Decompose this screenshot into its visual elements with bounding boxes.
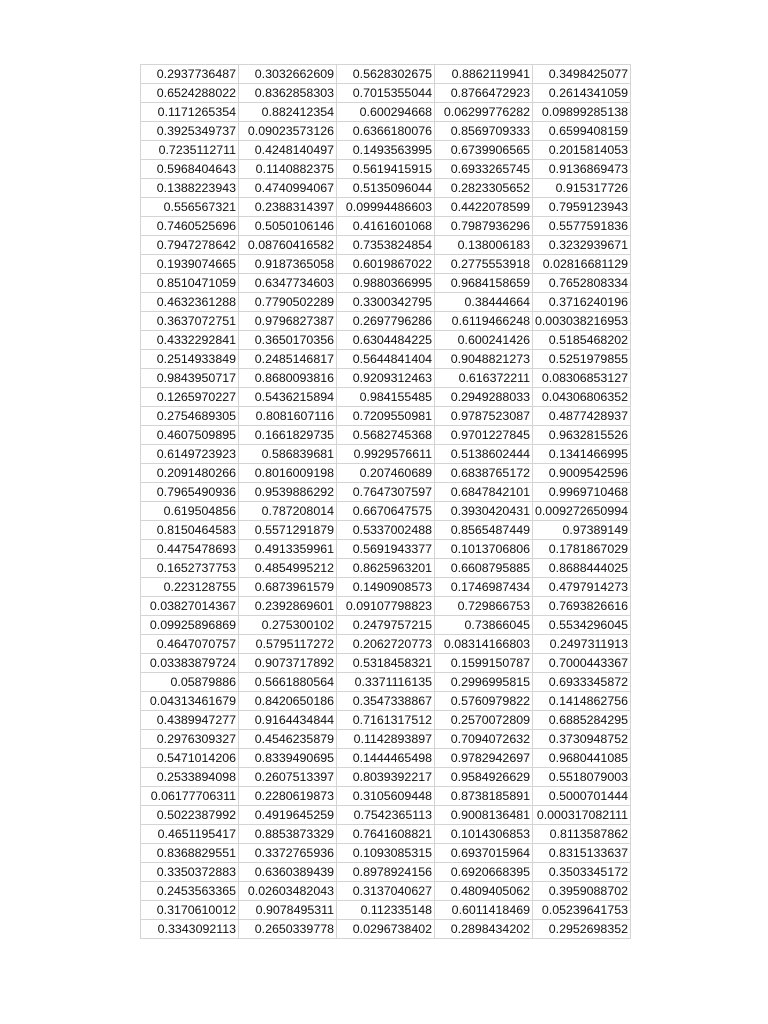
- table-cell[interactable]: 0.02816681129: [533, 255, 631, 274]
- table-cell[interactable]: 0.1652737753: [141, 559, 239, 578]
- table-cell[interactable]: 0.5518079003: [533, 768, 631, 787]
- table-cell[interactable]: 0.2062720773: [337, 635, 435, 654]
- table-cell[interactable]: 0.112335148: [337, 901, 435, 920]
- table-row: [141, 388, 631, 407]
- table-cell[interactable]: 0.4248140497: [239, 141, 337, 160]
- spreadsheet-table: [140, 64, 631, 939]
- table-cell[interactable]: 0.2775553918: [435, 255, 533, 274]
- table-row: [141, 483, 631, 502]
- table-cell[interactable]: 0.7641608821: [337, 825, 435, 844]
- table-cell[interactable]: 0.2388314397: [239, 198, 337, 217]
- table-cell[interactable]: 0.9164434844: [239, 711, 337, 730]
- table-cell[interactable]: 0.7161317512: [337, 711, 435, 730]
- table-cell[interactable]: 0.2949288033: [435, 388, 533, 407]
- table-cell[interactable]: 0.6920668395: [435, 863, 533, 882]
- table-row: [141, 122, 631, 141]
- table-cell[interactable]: 0.8569709333: [435, 122, 533, 141]
- table-row: [141, 654, 631, 673]
- table-cell[interactable]: 0.3105609448: [337, 787, 435, 806]
- table-cell[interactable]: 0.2823305652: [435, 179, 533, 198]
- table-row: [141, 540, 631, 559]
- table-row: [141, 464, 631, 483]
- table-cell[interactable]: 0.4161601068: [337, 217, 435, 236]
- table-cell[interactable]: 0.8853873329: [239, 825, 337, 844]
- table-cell[interactable]: 0.8039392217: [337, 768, 435, 787]
- table-cell[interactable]: 0.9539886292: [239, 483, 337, 502]
- table-cell[interactable]: 0.1014306853: [435, 825, 533, 844]
- table-cell[interactable]: 0.2996995815: [435, 673, 533, 692]
- table-row: [141, 673, 631, 692]
- table-cell[interactable]: 0.729866753: [435, 597, 533, 616]
- table-cell[interactable]: 0.223128755: [141, 578, 239, 597]
- table-cell[interactable]: 0.2570072809: [435, 711, 533, 730]
- table-row: [141, 293, 631, 312]
- table-cell[interactable]: 0.09023573126: [239, 122, 337, 141]
- table-cell[interactable]: 0.6304484225: [337, 331, 435, 350]
- table-cell[interactable]: 0.3350372883: [141, 863, 239, 882]
- table-cell[interactable]: 0.3170610012: [141, 901, 239, 920]
- table-cell[interactable]: 0.5628302675: [337, 65, 435, 84]
- table-cell[interactable]: 0.207460689: [337, 464, 435, 483]
- table-row: [141, 597, 631, 616]
- table-cell[interactable]: 0.9136869473: [533, 160, 631, 179]
- table-cell[interactable]: 0.5050106146: [239, 217, 337, 236]
- table-cell[interactable]: 0.2015814053: [533, 141, 631, 160]
- table-cell[interactable]: 0.9969710468: [533, 483, 631, 502]
- table-cell[interactable]: 0.9008136481: [435, 806, 533, 825]
- table-cell[interactable]: 0.1388223943: [141, 179, 239, 198]
- table-cell[interactable]: 0.1341466995: [533, 445, 631, 464]
- table-row: [141, 103, 631, 122]
- table-cell[interactable]: 0.1171265354: [141, 103, 239, 122]
- table-row: [141, 521, 631, 540]
- table-cell[interactable]: 0.6347734603: [239, 274, 337, 293]
- table-cell[interactable]: 0.5644841404: [337, 350, 435, 369]
- table-cell[interactable]: 0.7542365113: [337, 806, 435, 825]
- table-cell[interactable]: 0.5795117272: [239, 635, 337, 654]
- table-cell[interactable]: 0.8766472923: [435, 84, 533, 103]
- table-cell[interactable]: 0.3372765936: [239, 844, 337, 863]
- table-cell[interactable]: 0.3300342795: [337, 293, 435, 312]
- table-cell[interactable]: 0.1746987434: [435, 578, 533, 597]
- table-cell[interactable]: 0.2091480266: [141, 464, 239, 483]
- table-cell[interactable]: 0.38444664: [435, 293, 533, 312]
- table-row: [141, 217, 631, 236]
- table-cell[interactable]: 0.009272650994: [533, 502, 631, 521]
- table-cell[interactable]: 0.2514933849: [141, 350, 239, 369]
- table-row: [141, 179, 631, 198]
- table-cell[interactable]: 0.6937015964: [435, 844, 533, 863]
- table-cell[interactable]: 0.8362858303: [239, 84, 337, 103]
- table-cell[interactable]: 0.7647307597: [337, 483, 435, 502]
- table-cell[interactable]: 0.915317726: [533, 179, 631, 198]
- table-cell[interactable]: 0.1013706806: [435, 540, 533, 559]
- table-cell[interactable]: 0.9078495311: [239, 901, 337, 920]
- table-cell[interactable]: 0.3232939671: [533, 236, 631, 255]
- table-cell[interactable]: 0.09107798823: [337, 597, 435, 616]
- table-cell[interactable]: 0.6011418469: [435, 901, 533, 920]
- table-row: [141, 407, 631, 426]
- table-cell[interactable]: 0.4877428937: [533, 407, 631, 426]
- table-cell[interactable]: 0.5471014206: [141, 749, 239, 768]
- table-cell[interactable]: 0.3498425077: [533, 65, 631, 84]
- table-row: [141, 920, 631, 939]
- table-cell[interactable]: 0.5185468202: [533, 331, 631, 350]
- table-cell[interactable]: 0.8680093816: [239, 369, 337, 388]
- table-cell[interactable]: 0.2607513397: [239, 768, 337, 787]
- table-cell[interactable]: 0.4389947277: [141, 711, 239, 730]
- table-cell[interactable]: 0.06177706311: [141, 787, 239, 806]
- table-cell[interactable]: 0.2952698352: [533, 920, 631, 939]
- table-cell[interactable]: 0.09899285138: [533, 103, 631, 122]
- table-cell[interactable]: 0.5436215894: [239, 388, 337, 407]
- table-cell[interactable]: 0.7000443367: [533, 654, 631, 673]
- table-cell[interactable]: 0.1142893897: [337, 730, 435, 749]
- table-cell[interactable]: 0.0296738402: [337, 920, 435, 939]
- table-row: [141, 806, 631, 825]
- table-cell[interactable]: 0.616372211: [435, 369, 533, 388]
- table-cell[interactable]: 0.1093085315: [337, 844, 435, 863]
- table-cell[interactable]: 0.8081607116: [239, 407, 337, 426]
- table-cell[interactable]: 0.600241426: [435, 331, 533, 350]
- table-cell[interactable]: 0.6360389439: [239, 863, 337, 882]
- table-row: [141, 236, 631, 255]
- table-cell[interactable]: 0.7965490936: [141, 483, 239, 502]
- table-row: [141, 559, 631, 578]
- table-cell[interactable]: 0.8420650186: [239, 692, 337, 711]
- table-cell[interactable]: 0.3650170356: [239, 331, 337, 350]
- table-row: [141, 369, 631, 388]
- table-cell[interactable]: 0.556567321: [141, 198, 239, 217]
- table-cell[interactable]: 0.04313461679: [141, 692, 239, 711]
- table-cell[interactable]: 0.8688444025: [533, 559, 631, 578]
- table-cell[interactable]: 0.9073717892: [239, 654, 337, 673]
- table-row: [141, 730, 631, 749]
- table-cell[interactable]: 0.5682745368: [337, 426, 435, 445]
- table-cell[interactable]: 0.4919645259: [239, 806, 337, 825]
- table-row: [141, 445, 631, 464]
- table-cell[interactable]: 0.7015355044: [337, 84, 435, 103]
- table-cell[interactable]: 0.8150464583: [141, 521, 239, 540]
- table-cell[interactable]: 0.7094072632: [435, 730, 533, 749]
- table-cell[interactable]: 0.02603482043: [239, 882, 337, 901]
- table-cell[interactable]: 0.1939074665: [141, 255, 239, 274]
- table-cell[interactable]: 0.4607509895: [141, 426, 239, 445]
- table-cell[interactable]: 0.08314166803: [435, 635, 533, 654]
- table-cell[interactable]: 0.4647070757: [141, 635, 239, 654]
- table-cell[interactable]: 0.1781867029: [533, 540, 631, 559]
- table-row: [141, 787, 631, 806]
- table-row: [141, 84, 631, 103]
- table-cell[interactable]: 0.2937736487: [141, 65, 239, 84]
- table-cell[interactable]: 0.2485146817: [239, 350, 337, 369]
- table-cell[interactable]: 0.09925896869: [141, 616, 239, 635]
- table-cell[interactable]: 0.5661880564: [239, 673, 337, 692]
- table-row: [141, 882, 631, 901]
- table-row: [141, 844, 631, 863]
- table-cell[interactable]: 0.9684158659: [435, 274, 533, 293]
- table-cell[interactable]: 0.7652808334: [533, 274, 631, 293]
- table-cell[interactable]: 0.8315133637: [533, 844, 631, 863]
- table-row: [141, 502, 631, 521]
- table-row: [141, 901, 631, 920]
- table-cell[interactable]: 0.1265970227: [141, 388, 239, 407]
- table-cell[interactable]: 0.4797914273: [533, 578, 631, 597]
- table-cell[interactable]: 0.3716240196: [533, 293, 631, 312]
- table-cell[interactable]: 0.8016009198: [239, 464, 337, 483]
- table-cell[interactable]: 0.3637072751: [141, 312, 239, 331]
- table-cell[interactable]: 0.586839681: [239, 445, 337, 464]
- table-cell[interactable]: 0.03383879724: [141, 654, 239, 673]
- table-cell[interactable]: 0.9843950717: [141, 369, 239, 388]
- table-cell[interactable]: 0.6739906565: [435, 141, 533, 160]
- table-cell[interactable]: 0.7947278642: [141, 236, 239, 255]
- table-cell[interactable]: 0.8565487449: [435, 521, 533, 540]
- table-cell[interactable]: 0.2392869601: [239, 597, 337, 616]
- table-cell[interactable]: 0.9584926629: [435, 768, 533, 787]
- table-cell[interactable]: 0.000317082111: [533, 806, 631, 825]
- table-cell[interactable]: 0.6847842101: [435, 483, 533, 502]
- table-cell[interactable]: 0.6838765172: [435, 464, 533, 483]
- table-cell[interactable]: 0.7790502289: [239, 293, 337, 312]
- table-cell[interactable]: 0.7460525696: [141, 217, 239, 236]
- table-cell[interactable]: 0.4332292841: [141, 331, 239, 350]
- table-row: [141, 255, 631, 274]
- table-cell[interactable]: 0.4854995212: [239, 559, 337, 578]
- table-cell[interactable]: 0.5534296045: [533, 616, 631, 635]
- table-row: [141, 312, 631, 331]
- table-cell[interactable]: 0.8339490695: [239, 749, 337, 768]
- spreadsheet-body: [141, 65, 631, 939]
- table-cell[interactable]: 0.5968404643: [141, 160, 239, 179]
- table-cell[interactable]: 0.8625963201: [337, 559, 435, 578]
- table-cell[interactable]: 0.2614341059: [533, 84, 631, 103]
- table-cell[interactable]: 0.5337002488: [337, 521, 435, 540]
- table-cell[interactable]: 0.6524288022: [141, 84, 239, 103]
- table-row: [141, 711, 631, 730]
- table-cell[interactable]: 0.7235112711: [141, 141, 239, 160]
- table-cell[interactable]: 0.09994486603: [337, 198, 435, 217]
- table-cell[interactable]: 0.3137040627: [337, 882, 435, 901]
- table-cell[interactable]: 0.3959088702: [533, 882, 631, 901]
- table-cell[interactable]: 0.5135096044: [337, 179, 435, 198]
- table-cell[interactable]: 0.6019867022: [337, 255, 435, 274]
- table-cell[interactable]: 0.4740994067: [239, 179, 337, 198]
- table-row: [141, 141, 631, 160]
- table-cell[interactable]: 0.05239641753: [533, 901, 631, 920]
- table-row: [141, 768, 631, 787]
- table-row: [141, 863, 631, 882]
- table-cell[interactable]: 0.08306853127: [533, 369, 631, 388]
- table-cell[interactable]: 0.1493563995: [337, 141, 435, 160]
- table-cell[interactable]: 0.984155485: [337, 388, 435, 407]
- table-cell[interactable]: 0.7959123943: [533, 198, 631, 217]
- table-cell[interactable]: 0.7987936296: [435, 217, 533, 236]
- table-row: [141, 616, 631, 635]
- table-cell[interactable]: 0.6119466248: [435, 312, 533, 331]
- table-cell[interactable]: 0.2754689305: [141, 407, 239, 426]
- table-cell[interactable]: 0.73866045: [435, 616, 533, 635]
- table-cell[interactable]: 0.4651195417: [141, 825, 239, 844]
- table-cell[interactable]: 0.2497311913: [533, 635, 631, 654]
- table-cell[interactable]: 0.1414862756: [533, 692, 631, 711]
- table-cell[interactable]: 0.8862119941: [435, 65, 533, 84]
- table-row: [141, 578, 631, 597]
- table-cell[interactable]: 0.4422078599: [435, 198, 533, 217]
- table-cell[interactable]: 0.2533894098: [141, 768, 239, 787]
- table-cell[interactable]: 0.2898434202: [435, 920, 533, 939]
- table-cell[interactable]: 0.4913359961: [239, 540, 337, 559]
- table-cell[interactable]: 0.5577591836: [533, 217, 631, 236]
- table-row: [141, 692, 631, 711]
- table-cell[interactable]: 0.9929576611: [337, 445, 435, 464]
- table-cell[interactable]: 0.05879886: [141, 673, 239, 692]
- table-cell[interactable]: 0.2697796286: [337, 312, 435, 331]
- table-cell[interactable]: 0.8113587862: [533, 825, 631, 844]
- table-row: [141, 198, 631, 217]
- table-cell[interactable]: 0.6608795885: [435, 559, 533, 578]
- table-cell[interactable]: 0.7693826616: [533, 597, 631, 616]
- table-cell[interactable]: 0.2976309327: [141, 730, 239, 749]
- table-cell[interactable]: 0.9632815526: [533, 426, 631, 445]
- table-cell[interactable]: 0.08760416582: [239, 236, 337, 255]
- table-row: [141, 749, 631, 768]
- table-row: [141, 331, 631, 350]
- table-cell[interactable]: 0.3930420431: [435, 502, 533, 521]
- table-cell[interactable]: 0.3032662609: [239, 65, 337, 84]
- table-cell[interactable]: 0.6933265745: [435, 160, 533, 179]
- table-row: [141, 274, 631, 293]
- table-cell[interactable]: 0.97389149: [533, 521, 631, 540]
- table-cell[interactable]: 0.9680441085: [533, 749, 631, 768]
- table-cell[interactable]: 0.2453563365: [141, 882, 239, 901]
- table-cell[interactable]: 0.9796827387: [239, 312, 337, 331]
- table-cell[interactable]: 0.1490908573: [337, 578, 435, 597]
- table-row: [141, 635, 631, 654]
- table-cell[interactable]: 0.04306806352: [533, 388, 631, 407]
- table-cell[interactable]: 0.9880366995: [337, 274, 435, 293]
- table-row: [141, 426, 631, 445]
- table-cell[interactable]: 0.3730948752: [533, 730, 631, 749]
- table-cell[interactable]: 0.8978924156: [337, 863, 435, 882]
- table-cell[interactable]: 0.5760979822: [435, 692, 533, 711]
- table-cell[interactable]: 0.8510471059: [141, 274, 239, 293]
- table-cell[interactable]: 0.138006183: [435, 236, 533, 255]
- table-cell[interactable]: 0.1140882375: [239, 160, 337, 179]
- table-cell[interactable]: 0.619504856: [141, 502, 239, 521]
- table-cell[interactable]: 0.9782942697: [435, 749, 533, 768]
- table-cell[interactable]: 0.4809405062: [435, 882, 533, 901]
- table-cell[interactable]: 0.6873961579: [239, 578, 337, 597]
- table-cell[interactable]: 0.4632361288: [141, 293, 239, 312]
- table-cell[interactable]: 0.3371116135: [337, 673, 435, 692]
- table-cell[interactable]: 0.6599408159: [533, 122, 631, 141]
- table-cell[interactable]: 0.8738185891: [435, 787, 533, 806]
- table-cell[interactable]: 0.6149723923: [141, 445, 239, 464]
- table-cell[interactable]: 0.6933345872: [533, 673, 631, 692]
- table-row: [141, 160, 631, 179]
- table-cell[interactable]: 0.5022387992: [141, 806, 239, 825]
- table-cell[interactable]: 0.9187365058: [239, 255, 337, 274]
- table-cell[interactable]: 0.5691943377: [337, 540, 435, 559]
- table-cell[interactable]: 0.5000701444: [533, 787, 631, 806]
- table-cell[interactable]: 0.5318458321: [337, 654, 435, 673]
- table-cell[interactable]: 0.4475478693: [141, 540, 239, 559]
- table-cell[interactable]: 0.2280619873: [239, 787, 337, 806]
- table-cell[interactable]: 0.8368829551: [141, 844, 239, 863]
- table-cell[interactable]: 0.9009542596: [533, 464, 631, 483]
- table-row: [141, 350, 631, 369]
- table-cell[interactable]: 0.5138602444: [435, 445, 533, 464]
- table-cell[interactable]: 0.1661829735: [239, 426, 337, 445]
- table-cell[interactable]: 0.03827014367: [141, 597, 239, 616]
- table-cell[interactable]: 0.9787523087: [435, 407, 533, 426]
- table-cell[interactable]: 0.3925349737: [141, 122, 239, 141]
- table-cell[interactable]: 0.9209312463: [337, 369, 435, 388]
- table-cell[interactable]: 0.7353824854: [337, 236, 435, 255]
- table-cell[interactable]: 0.06299776282: [435, 103, 533, 122]
- table-row: [141, 825, 631, 844]
- table-cell[interactable]: 0.6885284295: [533, 711, 631, 730]
- table-cell[interactable]: 0.5571291879: [239, 521, 337, 540]
- table-cell[interactable]: 0.5619415915: [337, 160, 435, 179]
- table-cell[interactable]: 0.882412354: [239, 103, 337, 122]
- table-cell[interactable]: 0.2479757215: [337, 616, 435, 635]
- table-cell[interactable]: 0.3343092113: [141, 920, 239, 939]
- table-cell[interactable]: 0.1599150787: [435, 654, 533, 673]
- table-cell[interactable]: 0.2650339778: [239, 920, 337, 939]
- table-cell[interactable]: 0.6670647575: [337, 502, 435, 521]
- table-cell[interactable]: 0.4546235879: [239, 730, 337, 749]
- table-cell[interactable]: 0.1444465498: [337, 749, 435, 768]
- table-cell[interactable]: 0.787208014: [239, 502, 337, 521]
- table-cell[interactable]: 0.9048821273: [435, 350, 533, 369]
- table-row: [141, 65, 631, 84]
- table-cell[interactable]: 0.7209550981: [337, 407, 435, 426]
- table-cell[interactable]: 0.3547338867: [337, 692, 435, 711]
- table-cell[interactable]: 0.3503345172: [533, 863, 631, 882]
- table-cell[interactable]: 0.003038216953: [533, 312, 631, 331]
- table-cell[interactable]: 0.275300102: [239, 616, 337, 635]
- table-cell[interactable]: 0.5251979855: [533, 350, 631, 369]
- table-cell[interactable]: 0.6366180076: [337, 122, 435, 141]
- table-cell[interactable]: 0.9701227845: [435, 426, 533, 445]
- table-cell[interactable]: 0.600294668: [337, 103, 435, 122]
